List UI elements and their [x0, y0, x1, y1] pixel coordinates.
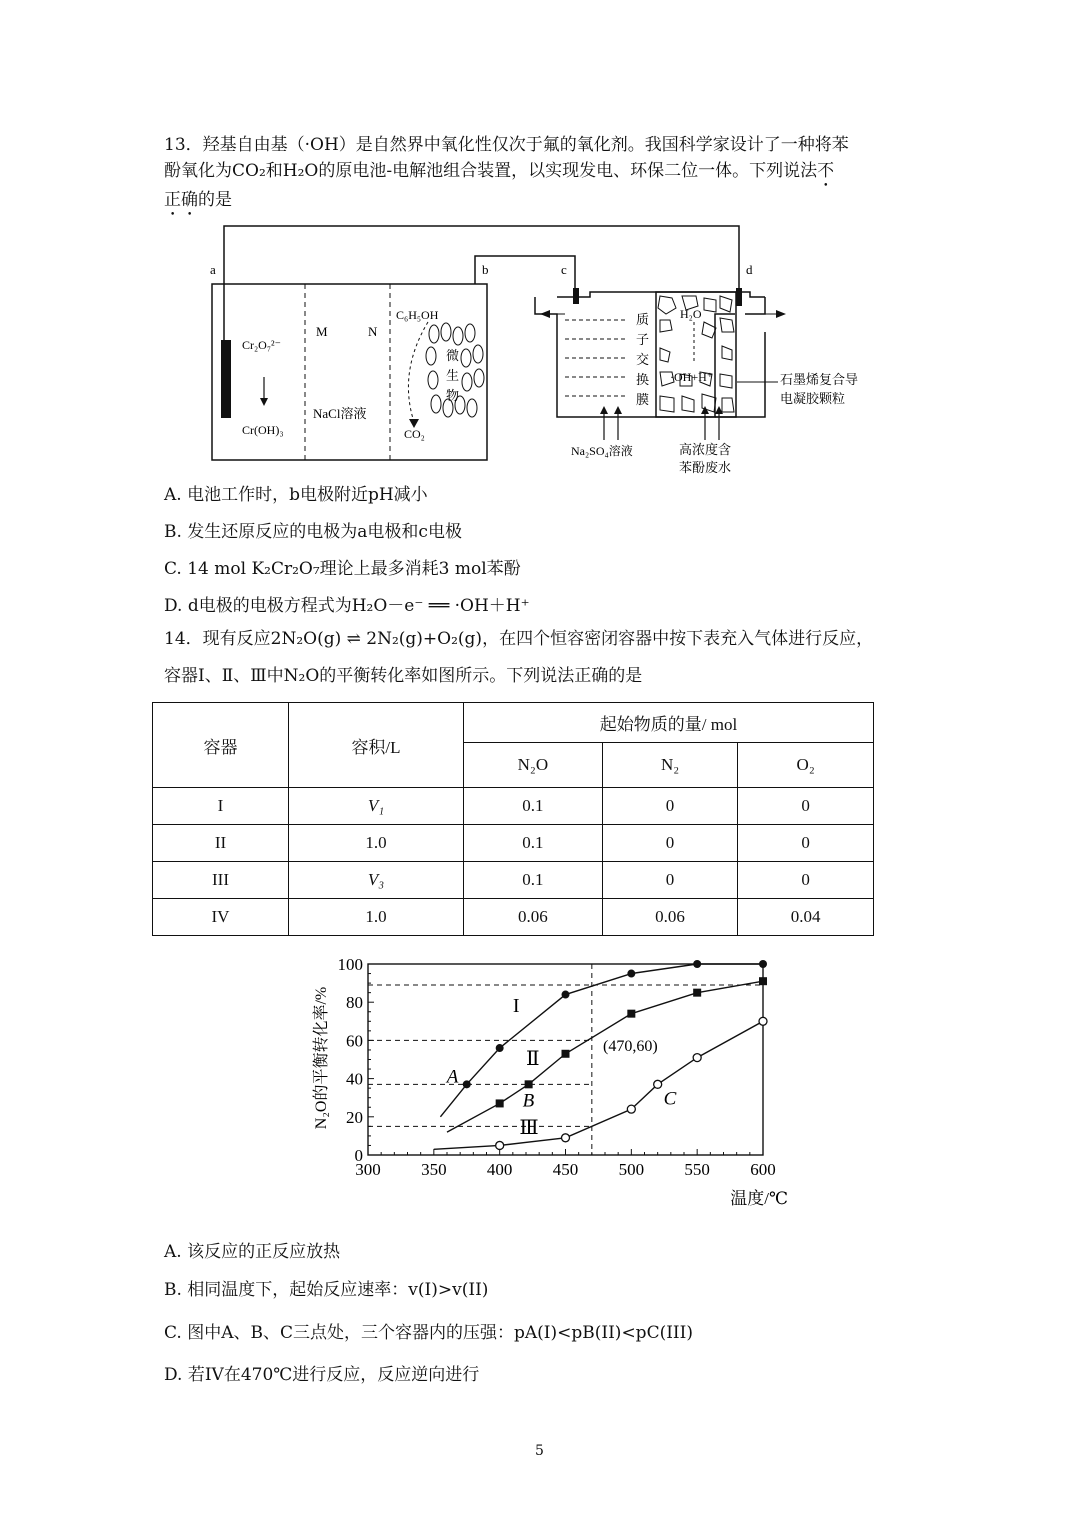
data-point: [496, 1141, 504, 1149]
th-o2: O₂: [738, 743, 874, 788]
n-label: N: [368, 324, 378, 339]
data-point: [627, 1105, 635, 1113]
c6h5oh-label: C₆H₅OH: [396, 308, 439, 322]
q13-emphasis-not: 不: [817, 161, 835, 181]
wire-a-d: [224, 226, 739, 340]
membrane-char-4: 换: [636, 372, 650, 387]
cell-n2: 0: [602, 788, 738, 825]
cell-outer-left: [535, 297, 735, 417]
cell-n2o: 0.1: [464, 862, 603, 899]
cell-container: II: [153, 825, 289, 862]
data-point: [463, 1080, 471, 1088]
q14-option-c: C. 图中A、B、C三点处，三个容器内的压强：pA(I)<pB(II)<pC(III): [164, 1323, 693, 1343]
electrode-d: [736, 288, 742, 306]
x-tick-label: 400: [486, 1160, 513, 1179]
series-label: Ⅱ: [526, 1048, 540, 1071]
cell-n2o: 0.1: [464, 825, 603, 862]
cell-o2: 0: [738, 862, 874, 899]
cell-n2o: 0.1: [464, 788, 603, 825]
series-line-1: [447, 981, 763, 1132]
data-point: [496, 1099, 504, 1107]
microbe-char-1: 微: [446, 348, 460, 363]
x-tick-label: 600: [750, 1160, 776, 1179]
q13-line2-text: 酚氧化为CO₂和H₂O的原电池-电解池组合装置，以实现发电、环保二位一体。下列说法: [164, 161, 818, 181]
outlet-right-arrow: [776, 310, 786, 318]
table-row: [153, 862, 874, 899]
outlet-left-arrow: [540, 310, 550, 318]
data-point: [562, 991, 570, 999]
m-label: M: [316, 324, 328, 339]
y-tick-label: 0: [354, 1146, 363, 1165]
cell-o2: 0.04: [738, 899, 874, 936]
data-point: [627, 1010, 635, 1018]
membrane-char-5: 膜: [636, 392, 650, 407]
inlet-arrows: [604, 412, 719, 440]
oh-h-label: ·OH+H⁺: [670, 370, 714, 384]
co2-label: CO₂: [404, 427, 425, 441]
data-point: [562, 1134, 570, 1142]
nacl-label: NaCl溶液: [313, 406, 367, 421]
point-label: B: [522, 1090, 535, 1112]
th-container: 容器: [153, 703, 289, 788]
membrane-char-3: 交: [636, 352, 650, 367]
th-start-amount: 起始物质的量/ mol: [464, 703, 874, 743]
graphene-label-1: 石墨烯复合导: [780, 372, 859, 387]
x-tick-label: 550: [684, 1160, 710, 1179]
cr2o7-label: Cr₂O₇²⁻: [242, 338, 281, 352]
waste-label-2: 苯酚废水: [679, 460, 732, 475]
electrode-a: [221, 340, 231, 418]
table-header-row-1: [153, 703, 874, 743]
point-label: C: [663, 1088, 677, 1110]
q13-line1: 13．羟基自由基（·OH）是自然界中氧化性仅次于氟的氧化剂。我国科学家设计了一种将苯: [164, 135, 849, 155]
down-arrow-head: [260, 398, 268, 406]
cell-volume: V₁: [289, 788, 464, 825]
y-tick-label: 100: [337, 955, 363, 974]
cell-n2: 0.06: [602, 899, 738, 936]
x-tick-label: 300: [355, 1160, 381, 1179]
cell-volume: V₃: [289, 862, 464, 899]
table-row: [153, 899, 874, 936]
x-axis-label: 温度/℃: [730, 1189, 788, 1208]
microbe-char-3: 物: [446, 388, 460, 403]
page-number: 5: [535, 1443, 544, 1459]
data-point: [759, 960, 767, 968]
y-tick-label: 20: [346, 1107, 363, 1127]
membrane-char-1: 质: [636, 312, 650, 327]
label-b: b: [482, 262, 489, 277]
x-tick-label: 450: [552, 1160, 579, 1179]
q14-table: [152, 702, 874, 936]
phenol-path: [408, 322, 428, 422]
data-point: [759, 1017, 767, 1025]
cell-volume: 1.0: [289, 825, 464, 862]
solution-lines: [565, 320, 628, 396]
wire-b-c: [475, 256, 575, 290]
data-point: [693, 960, 701, 968]
graphene-label-2: 电凝胶颗粒: [780, 391, 846, 406]
q13-line3-text: 的是: [198, 190, 232, 210]
data-point: [693, 989, 701, 997]
cell-container: III: [153, 862, 289, 899]
label-a: a: [210, 262, 216, 277]
data-point: [562, 1050, 570, 1058]
cell-outer-right-top: [745, 297, 765, 314]
cell-n2: 0: [602, 862, 738, 899]
cell-n2o: 0.06: [464, 899, 603, 936]
q13-option-d: D. d电极的电极方程式为H₂O－e⁻ ══ ·OH＋H⁺: [164, 596, 530, 616]
cell-container: IV: [153, 899, 289, 936]
q14-option-a: A. 该反应的正反应放热: [164, 1242, 341, 1262]
data-point: [759, 977, 767, 985]
data-point: [693, 1054, 701, 1062]
cell-container: I: [153, 788, 289, 825]
membrane-char-2: 子: [636, 332, 650, 347]
th-n2: N₂: [602, 743, 738, 788]
conversion-chart: [300, 950, 790, 1215]
y-tick-label: 40: [346, 1069, 363, 1089]
point-label: A: [446, 1066, 459, 1088]
q14-option-b: B. 相同温度下，起始反应速率：v(I)>v(II): [164, 1280, 489, 1300]
q14-line2: 容器Ⅰ、Ⅱ、Ⅲ中N₂O的平衡转化率如图所示。下列说法正确的是: [164, 666, 643, 686]
cell-o2: 0: [738, 825, 874, 862]
q13-option-a: A. 电池工作时，b电极附近pH减小: [164, 485, 428, 505]
annotation-470-60: (470,60): [603, 1038, 658, 1055]
croh3-label: Cr(OH)₃: [242, 423, 284, 437]
data-point: [496, 1044, 504, 1052]
q13-emphasis-correct: 正确: [164, 190, 198, 210]
label-c: c: [561, 262, 567, 277]
q13-line2: [164, 156, 834, 191]
cell-n2: 0: [602, 825, 738, 862]
q13-line3: [164, 185, 232, 220]
label-d: d: [746, 262, 753, 277]
waste-label-1: 高浓度含: [679, 442, 732, 457]
series-line-2: [434, 1021, 763, 1149]
y-axis-label: N₂O的平衡转化率/%: [313, 986, 330, 1130]
table-row: [153, 788, 874, 825]
cell-o2: 0: [738, 788, 874, 825]
x-tick-label: 500: [618, 1160, 645, 1179]
y-tick-label: 60: [346, 1031, 363, 1051]
data-point: [654, 1080, 662, 1088]
y-tick-label: 80: [346, 993, 363, 1013]
q13-option-c: C. 14 mol K₂Cr₂O₇理论上最多消耗3 mol苯酚: [164, 559, 521, 579]
table-row: [153, 825, 874, 862]
q14-option-d: D. 若IV在470℃进行反应，反应逆向进行: [164, 1365, 480, 1385]
microbe-char-2: 生: [446, 368, 460, 383]
th-n2o: N₂O: [464, 743, 603, 788]
electrochem-diagram: [190, 222, 910, 480]
na2so4-label: Na₂SO₄溶液: [571, 444, 633, 458]
x-tick-label: 350: [421, 1160, 447, 1179]
data-point: [525, 1080, 533, 1088]
series-label: I: [512, 994, 520, 1017]
q13-option-b: B. 发生还原反应的电极为a电极和c电极: [164, 522, 462, 542]
cell-volume: 1.0: [289, 899, 464, 936]
data-point: [627, 970, 635, 978]
series-label: Ⅲ: [519, 1116, 539, 1139]
electrode-c: [573, 288, 579, 304]
th-volume: 容积/L: [289, 703, 464, 788]
q14-line1: 14．现有反应2N₂O(g) ⇌ 2N₂(g)+O₂(g)，在四个恒容密闭容器中按下表充入气体进行反应，: [164, 629, 874, 649]
h2o-label: H₂O: [680, 307, 702, 321]
